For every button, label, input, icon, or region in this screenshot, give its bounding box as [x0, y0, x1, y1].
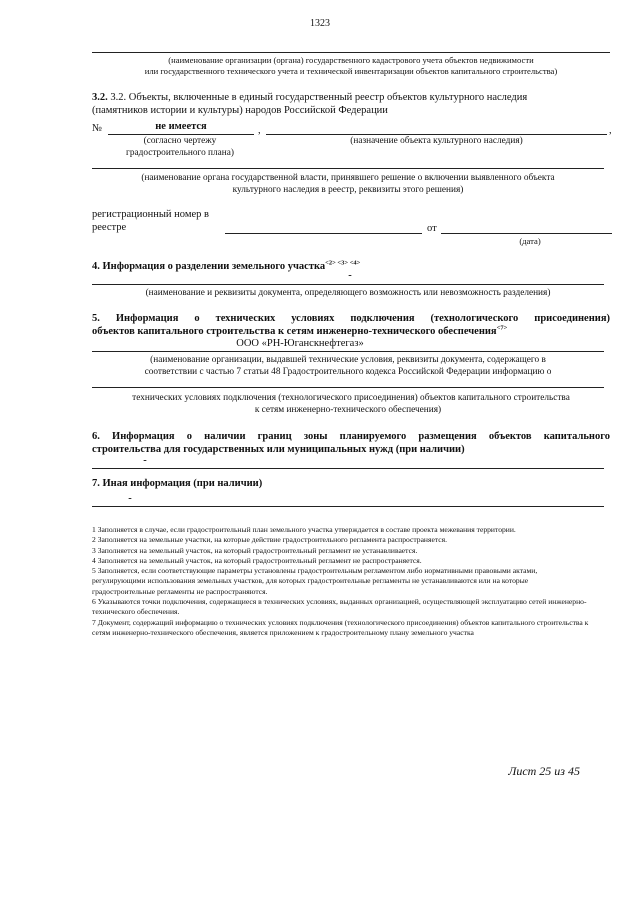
section-4-caption: (наименование и реквизиты документа, определяющего возможность или невозможность разделения) [145, 288, 551, 298]
comma-end: , [609, 125, 612, 136]
cadastral-caption-line-1: (наименование организации (органа) государственного кадастрового учета объектов недвижимости [168, 55, 534, 65]
section-4-value: - [348, 270, 352, 281]
section-7-line [92, 506, 604, 507]
footnote-5: 5 Заполняется, если соответствующие параметры установлены градостроительным регламентом либо нормативными правовыми актами, регулирующими использования земельных участков, для которых градостроительные регламенты не устанавливаются или на которые градостроительные регламенты не распространяются. [92, 566, 538, 596]
section-5-caption-line-1: (наименование организации, выдавшей технические условия, реквизиты документа, содержащего в [150, 355, 546, 365]
authority-line [92, 168, 604, 169]
cultural-object-line [266, 134, 607, 135]
from-label: от [427, 223, 437, 234]
section-4-title [92, 260, 360, 273]
cultural-object-caption: (назначение объекта культурного наследия) [350, 136, 523, 146]
sheet-number: Лист 25 из 45 [508, 764, 580, 778]
footnote-4: 4 Заполняется на земельный участок, на который градостроительный регламент не распространяется. [92, 555, 422, 565]
section-3-2-title-text: 3.2. Объекты, включенные в единый государственный реестр объектов культурного наследия [110, 92, 528, 103]
footnote-7: 7 Документ, содержащий информацию о технических условиях подключения (технологического присоединения) объектов капитального строительства к сетям инженерно-технического обеспечения, является приложением к градостроительному плану земельного участка [92, 617, 589, 637]
divider-line [92, 52, 610, 53]
number-label: № [92, 123, 103, 134]
cadastral-caption-line-2: или государственного технического учета и технической инвентаризации объектов капитального строительства) [144, 66, 558, 76]
section-6-title-line-2: строительства для государственных или муниципальных нужд (при наличии) [92, 444, 465, 455]
reg-number-label-line-1: регистрационный номер в [92, 209, 209, 220]
section-5-caption-line-2: соответствии с частью 7 статьи 48 Градостроительного кодекса Российской Федерации информацию о [144, 367, 552, 377]
section-5-title-text: объектов капитального строительства к сетям инженерно-технического обеспечения [92, 326, 497, 337]
comma: , [258, 125, 261, 136]
date-caption: (дата) [519, 236, 541, 246]
section-6-value: - [143, 455, 147, 466]
footnote-3: 3 Заполняется на земельный участок, на который градостроительный регламент не устанавливается. [92, 545, 418, 555]
number-line [108, 134, 254, 135]
section-5-line-2 [92, 387, 604, 388]
page-number: 1323 [310, 18, 330, 29]
section-4-refs: <2> <3> <4> [325, 259, 361, 267]
drawing-caption-line-1: (согласно чертежу [143, 136, 217, 146]
authority-caption-line-2: культурного наследия в реестр, реквизиты этого решения) [232, 185, 464, 195]
reg-number-label-line-2: реестре [92, 222, 127, 233]
section-6-line [92, 468, 604, 469]
section-5-value: ООО «РН-Юганскнефтегаз» [236, 338, 364, 349]
section-5-title-line-2 [92, 325, 507, 338]
section-4-title-text: 4. Информация о разделении земельного участка [92, 261, 326, 272]
section-5-title-line-1: 5. Информация о технических условиях подключения (технологического присоединения) [92, 313, 610, 324]
section-5-ref: <7> [496, 324, 508, 332]
date-line [441, 233, 612, 234]
section-7-title: 7. Иная информация (при наличии) [92, 478, 263, 489]
section-3-2-title-line-1: 3.2. 3.2. Объекты, включенные в единый государственный реестр объектов культурного наследия [92, 92, 528, 103]
authority-caption-line-1: (наименование органа государственной власти, принявшего решение о включении выявленного объекта [141, 173, 555, 183]
drawing-caption-line-2: градостроительного плана) [126, 148, 234, 158]
number-value: не имеется [155, 121, 207, 132]
footnote-2: 2 Заполняется на земельные участки, на которые действие градостроительного регламента распространяется. [92, 535, 448, 545]
section-5-caption-line-3: технических условиях подключения (технологического присоединения) объектов капитального строительства [132, 393, 570, 403]
footnote-6: 6 Указываются точки подключения, содержащиеся в технических условиях, выданных организацией, осуществляющей эксплуатацию сетей инженерно-технического обеспечения. [92, 597, 587, 617]
footnotes [92, 525, 592, 638]
section-4-line [92, 284, 604, 285]
section-6-title-line-1: 6. Информация о наличии границ зоны планируемого размещения объектов капитального [92, 431, 610, 442]
footnote-1: 1 Заполняется в случае, если градостроительный план земельного участка утверждается в составе проекта межевания территории. [92, 525, 516, 534]
section-5-caption-line-4: к сетям инженерно-технического обеспечения) [254, 405, 442, 415]
section-5-line [92, 351, 604, 352]
section-3-2-title-line-2: (памятников истории и культуры) народов Российской Федерации [92, 105, 388, 116]
reg-number-line [225, 233, 422, 234]
section-7-value: - [128, 493, 132, 504]
